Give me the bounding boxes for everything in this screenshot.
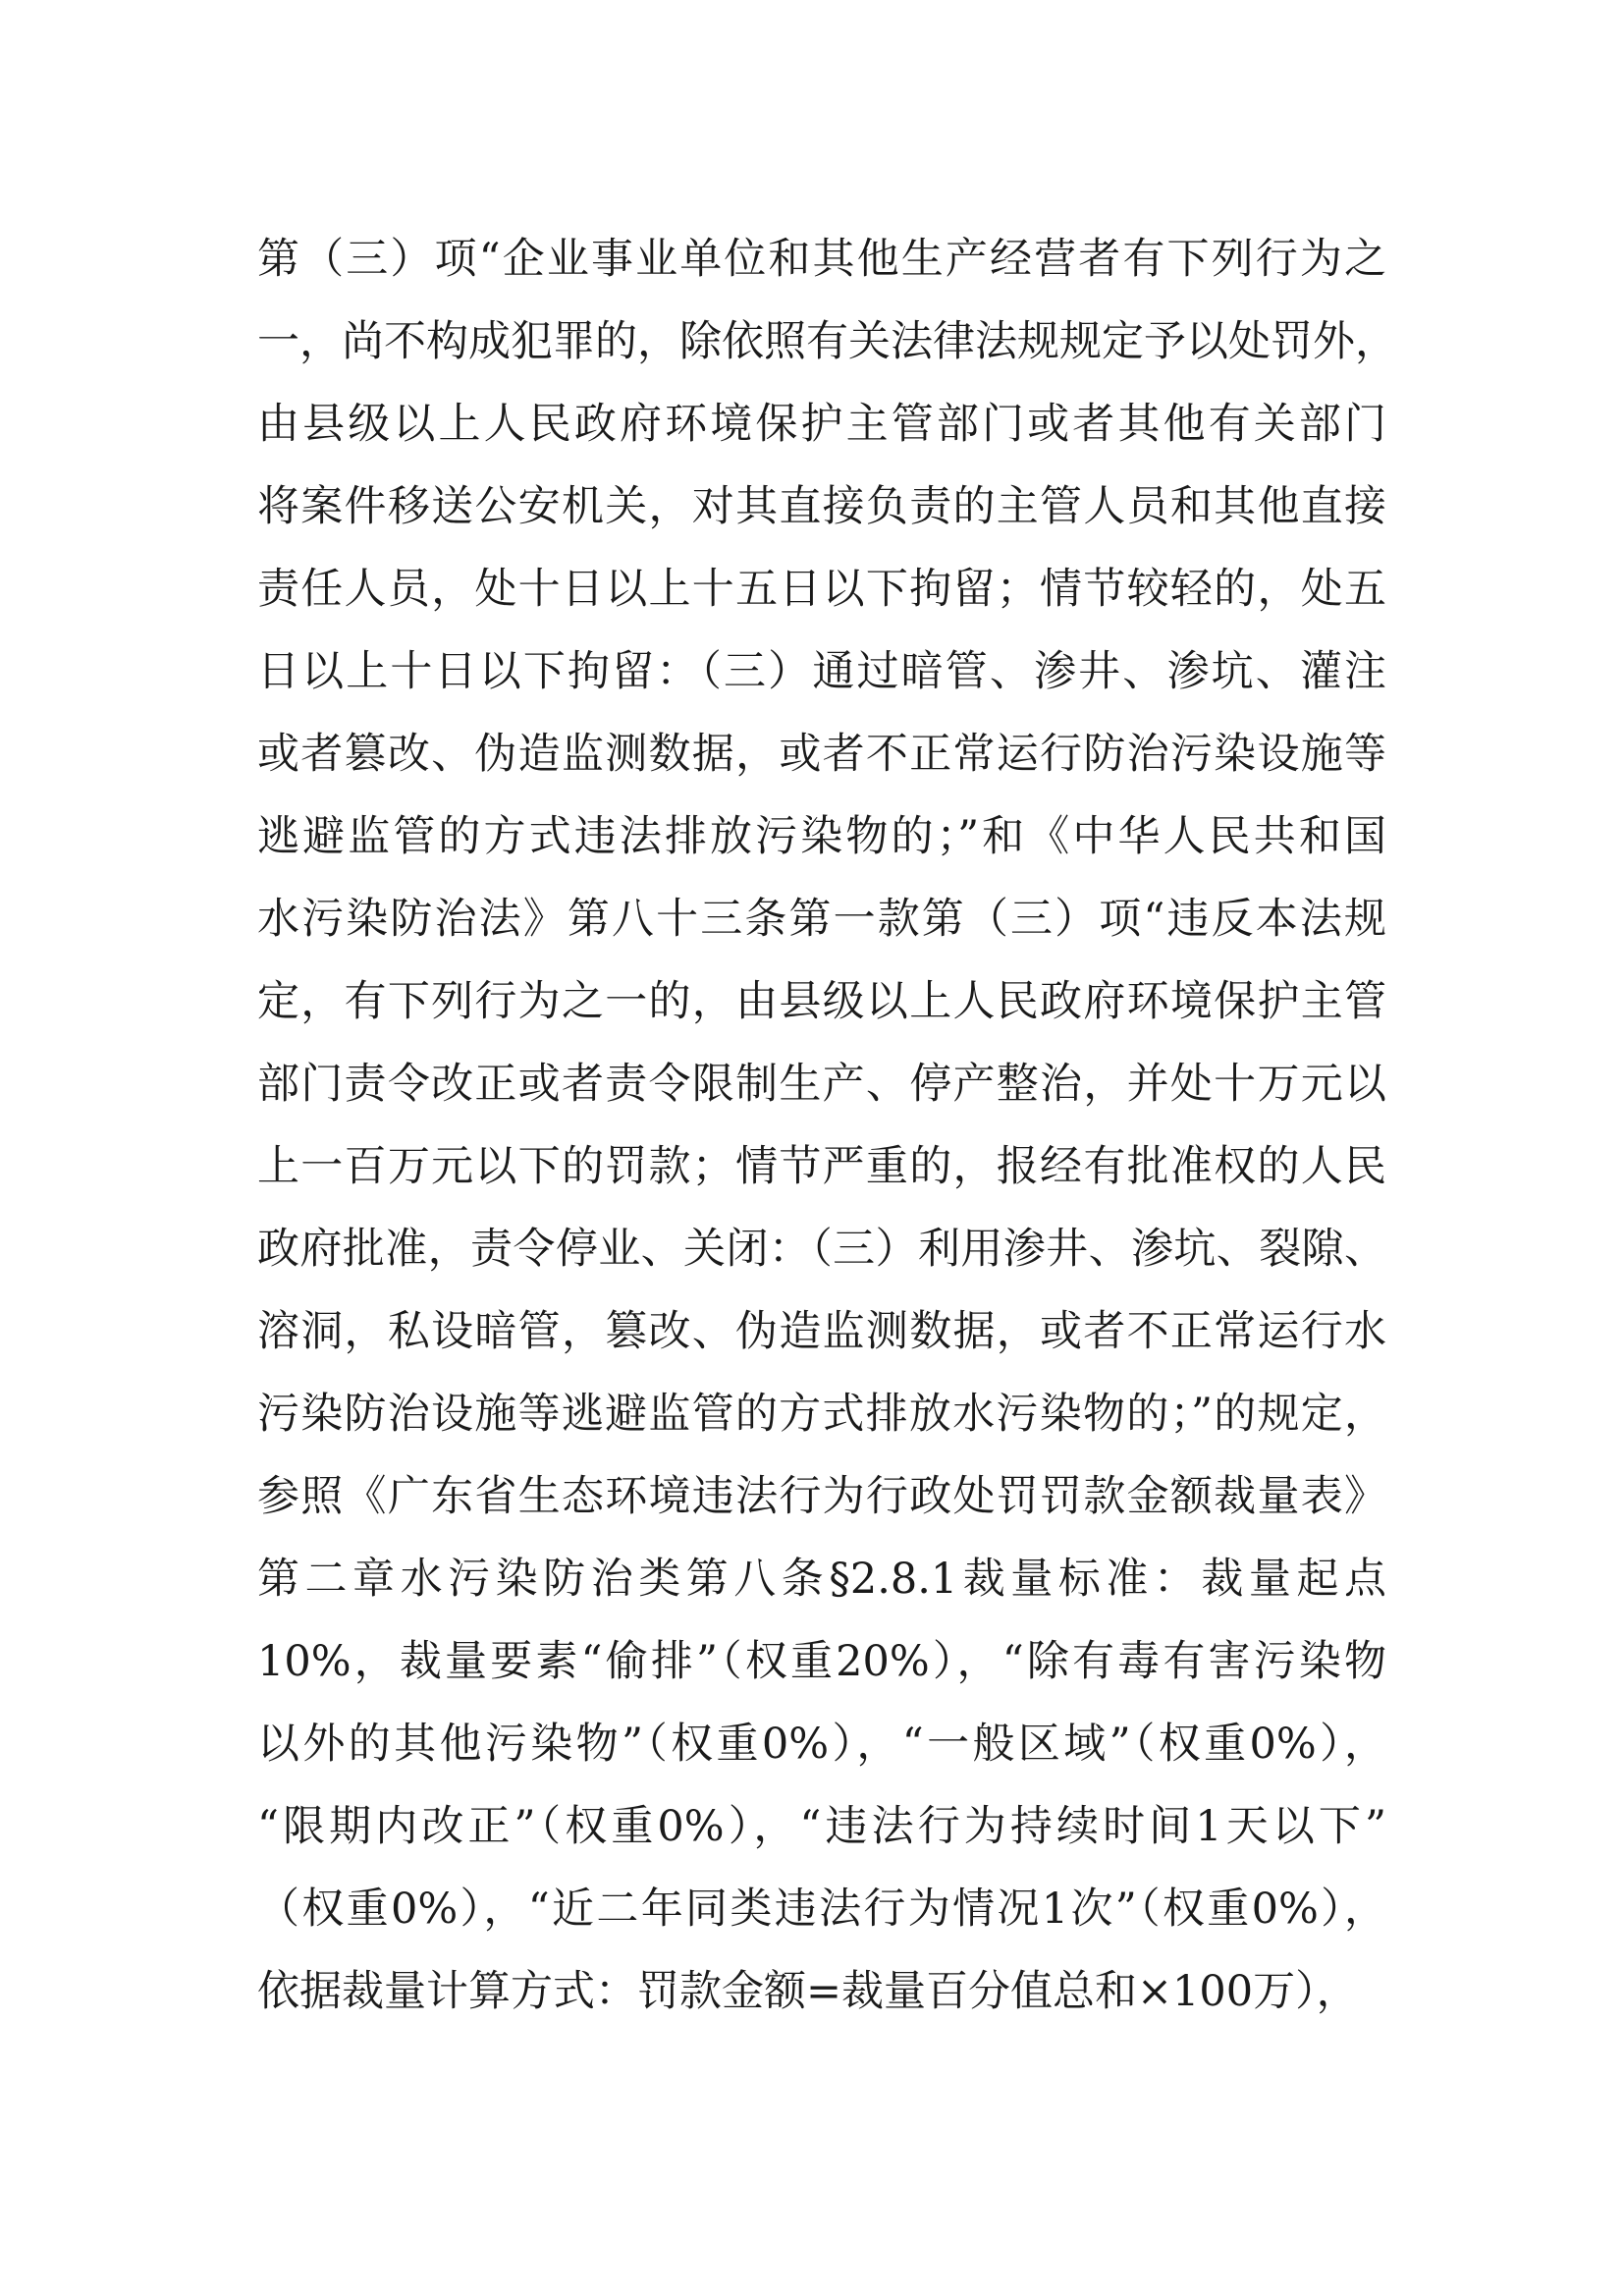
text-line: 一，尚不构成犯罪的，除依照有关法律法规规定予以处罚外，	[257, 317, 1397, 366]
text-line: 第（三）项“企业事业单位和其他生产经营者有下列行为之	[257, 235, 1386, 284]
text-line: 以外的其他污染物”（权重0%），“一般区域”（权重0%），	[257, 1720, 1386, 1769]
text-line: 上一百万元以下的罚款；情节严重的，报经有批准权的人民	[257, 1142, 1386, 1191]
body-text	[257, 218, 1397, 2033]
text-line: 逃避监管的方式违法排放污染物的；”和《中华人民共和国	[257, 812, 1386, 861]
text-line: 日以上十日以下拘留：（三）通过暗管、渗井、渗坑、灌注	[257, 647, 1386, 696]
text-line: 或者篡改、伪造监测数据，或者不正常运行防治污染设施等	[257, 730, 1386, 779]
text-line: 定，有下列行为之一的，由县级以上人民政府环境保护主管	[257, 977, 1386, 1026]
text-line: 由县级以上人民政府环境保护主管部门或者其他有关部门	[257, 400, 1386, 449]
text-line: “限期内改正”（权重0%），“违法行为持续时间1天以下”	[257, 1802, 1386, 1851]
text-line: 依据裁量计算方式：罚款金额=裁量百分值总和×100万），	[257, 1967, 1359, 2016]
text-line: 责任人员，处十日以上十五日以下拘留；情节较轻的，处五	[257, 565, 1386, 614]
text-line: 政府批准，责令停业、关闭：（三）利用渗井、渗坑、裂隙、	[257, 1225, 1386, 1274]
text-line: 污染防治设施等逃避监管的方式排放水污染物的；”的规定，	[257, 1390, 1386, 1439]
text-line: （权重0%），“近二年同类违法行为情况1次”（权重0%），	[257, 1885, 1386, 1934]
text-line: 溶洞，私设暗管，篡改、伪造监测数据，或者不正常运行水	[257, 1307, 1386, 1356]
text-line: 部门责令改正或者责令限制生产、停产整治，并处十万元以	[257, 1060, 1386, 1109]
text-line: 10%，裁量要素“偷排”（权重20%），“除有毒有害污染物	[257, 1637, 1386, 1686]
text-line: 参照《广东省生态环境违法行为行政处罚罚款金额裁量表》	[257, 1472, 1386, 1521]
text-line: 将案件移送公安机关，对其直接负责的主管人员和其他直接	[257, 482, 1386, 531]
text-line: 第二章水污染防治类第八条§2.8.1裁量标准：裁量起点	[257, 1555, 1386, 1604]
text-line: 水污染防治法》第八十三条第一款第（三）项“违反本法规	[257, 895, 1386, 944]
